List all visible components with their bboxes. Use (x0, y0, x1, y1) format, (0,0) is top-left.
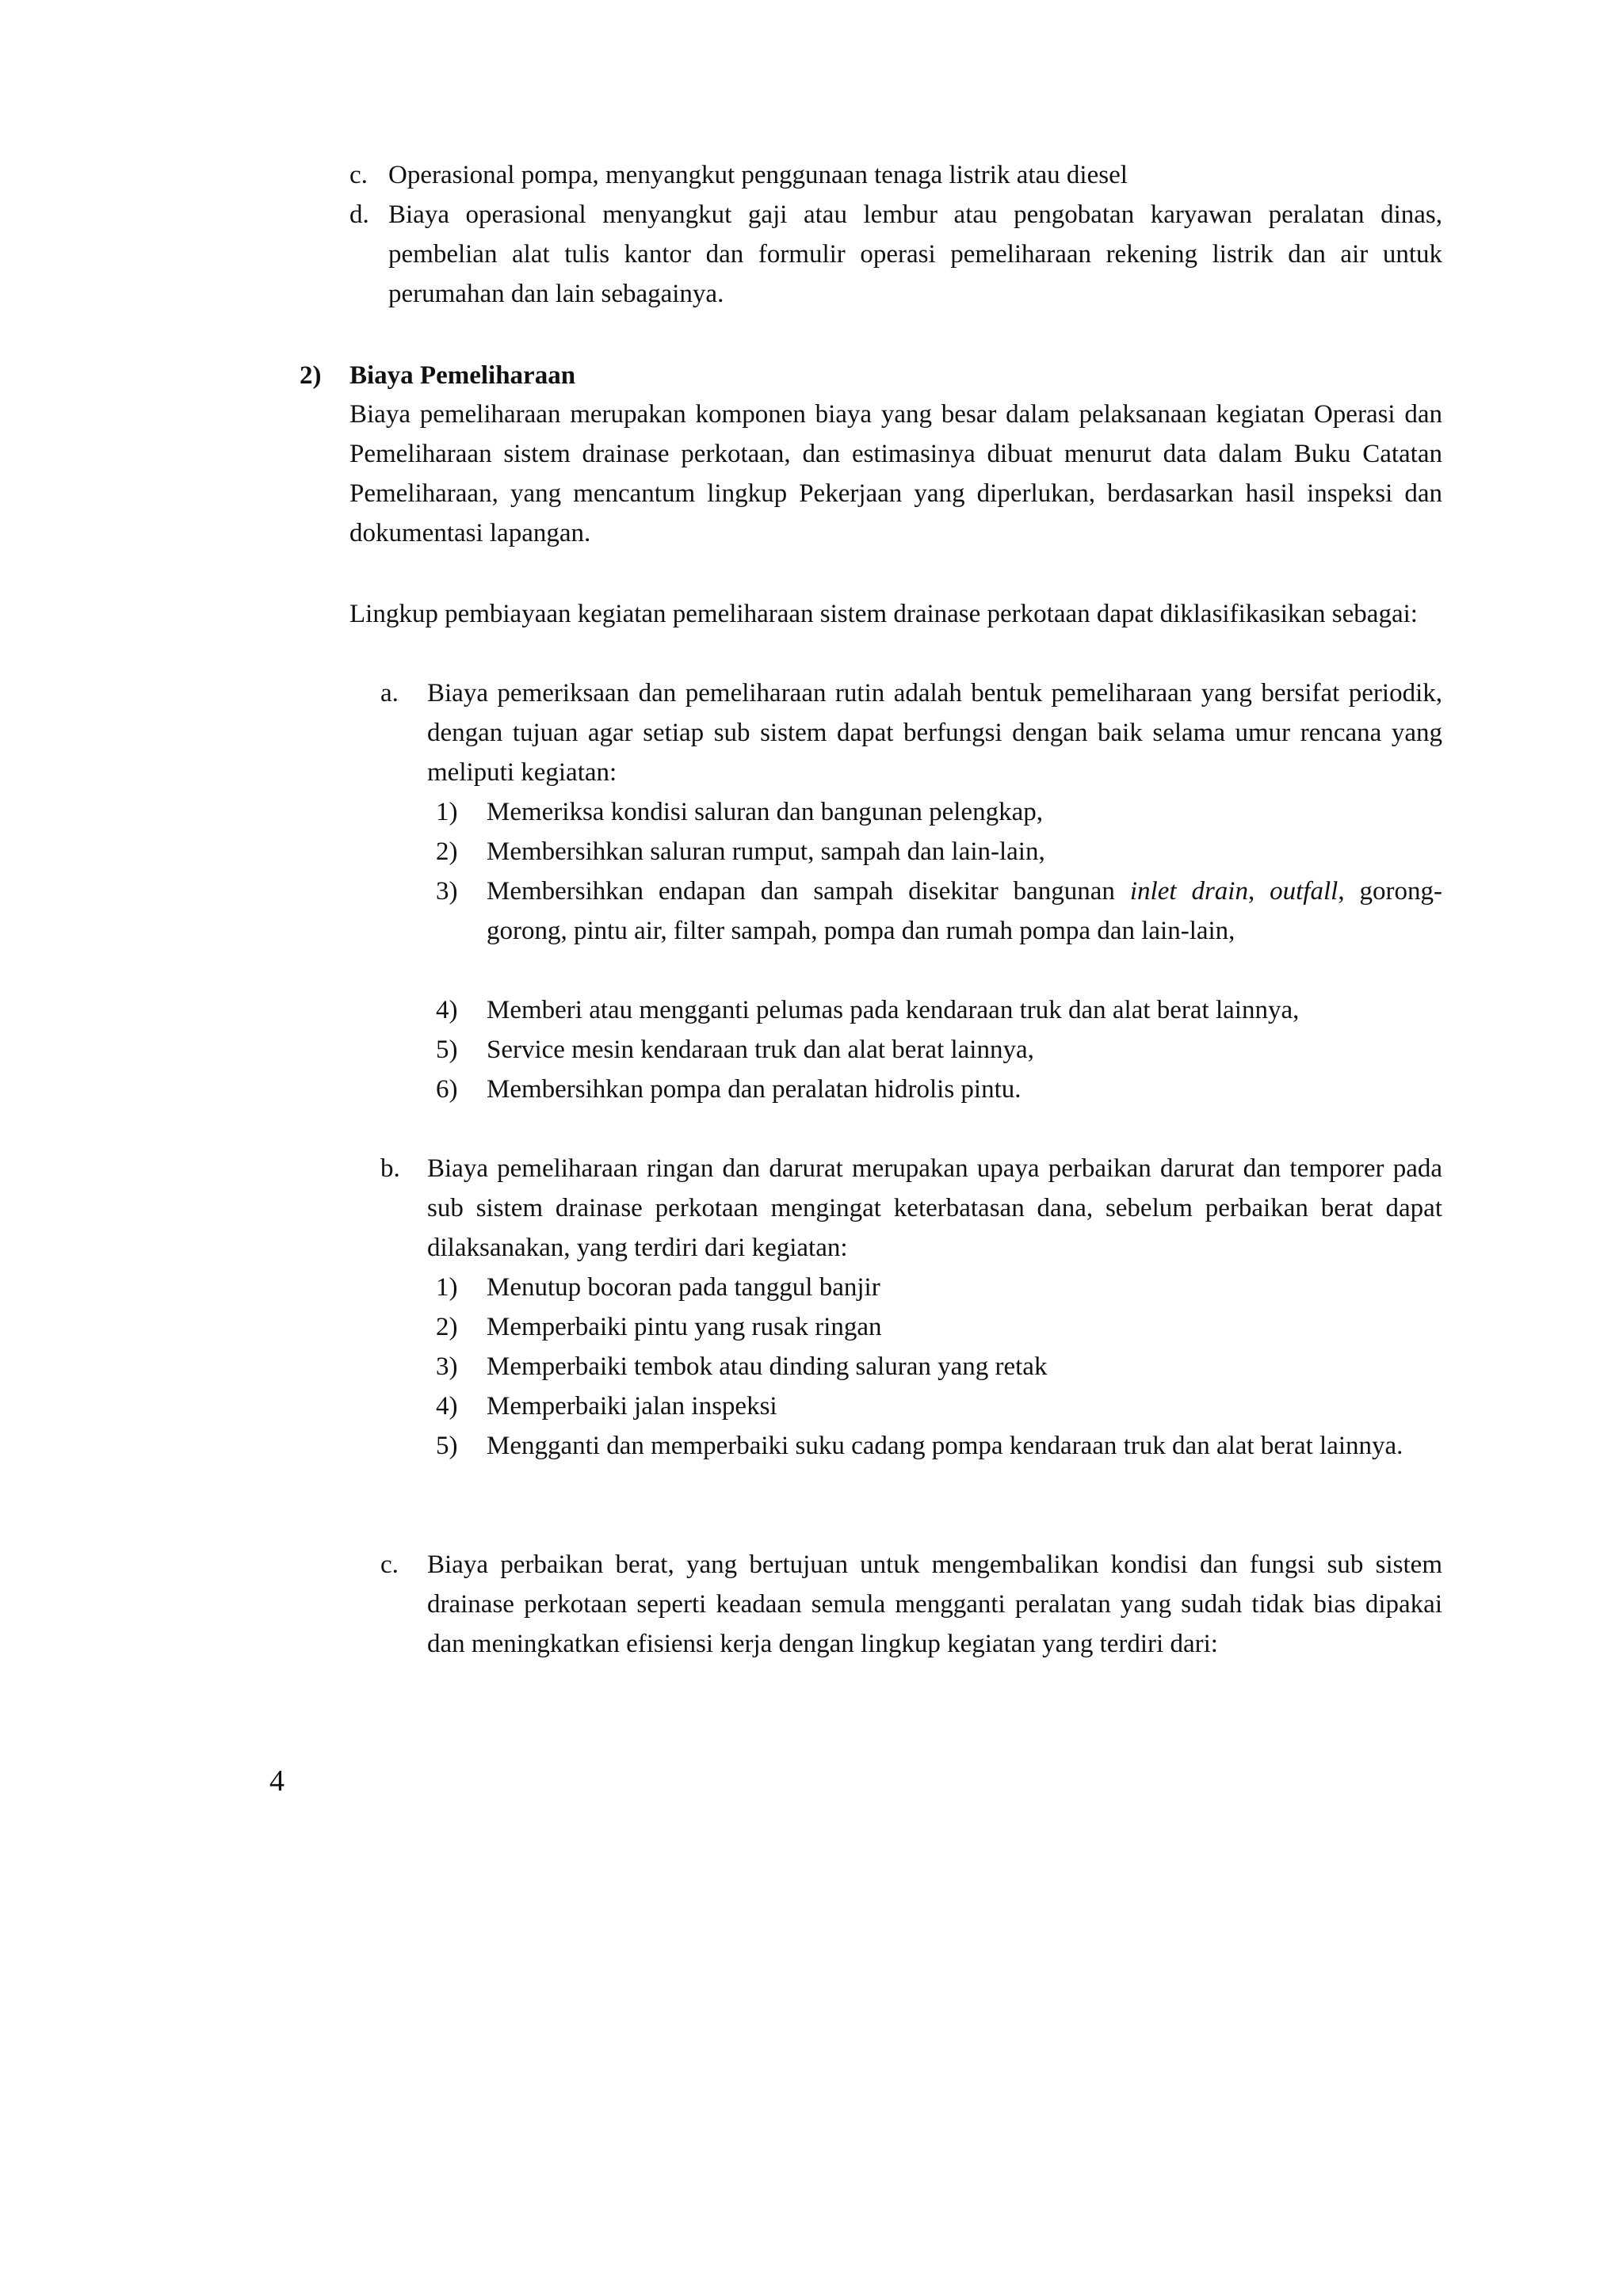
sub-item-number: 3) (436, 1352, 458, 1381)
sub-item-text-italic (487, 871, 1442, 951)
sub-item-number: 1) (436, 1273, 458, 1302)
sub-item-number: 2) (436, 837, 458, 866)
sub-item-text-part: Membersihkan endapan dan sampah disekitar bangunan (487, 877, 1130, 906)
list-label-c2: c. (380, 1550, 399, 1579)
sub-item-number: 4) (436, 1392, 458, 1421)
sub-item-text: Service mesin kendaraan truk dan alat berat lainnya, (487, 1035, 1034, 1064)
italic-term-outfall: outfall (1270, 877, 1338, 906)
sub-item-number: 5) (436, 1432, 458, 1460)
sub-item-text: Membersihkan pompa dan peralatan hidrolis pintu. (487, 1075, 1022, 1104)
sub-item-text: Mengganti dan memperbaiki suku cadang pompa kendaraan truk dan alat berat lainnya. (487, 1432, 1403, 1460)
sub-item-text: Memperbaiki pintu yang rusak ringan (487, 1313, 882, 1341)
section-number: 2) (300, 361, 322, 390)
sub-item-number: 5) (436, 1035, 458, 1064)
sub-item-text: Membersihkan saluran rumput, sampah dan lain-lain, (487, 837, 1045, 866)
sub-item-number: 3) (436, 877, 458, 906)
page-number: 4 (269, 1764, 285, 1798)
sub-item-text: Menutup bocoran pada tanggul banjir (487, 1273, 880, 1302)
list-item-c: Operasional pompa, menyangkut penggunaan tenaga listrik atau diesel (388, 161, 1128, 189)
sub-item-text: Memperbaiki tembok atau dinding saluran yang retak (487, 1352, 1048, 1381)
sub-item-number: 1) (436, 798, 458, 826)
sub-item-text: Memeriksa kondisi saluran dan bangunan pelengkap, (487, 798, 1043, 826)
section-paragraph-1: Biaya pemeliharaan merupakan komponen biaya yang besar dalam pelaksanaan kegiatan Operasi dan Pemeliharaan sistem drainase perkotaan, dan estimasinya dibuat menurut data dalam Buku Catatan Pemeliharaan, yang mencantum lingkup Pekerjaan yang diperlukan, berdasarkan hasil inspeksi dan dokumentasi lapangan. (349, 400, 1442, 547)
section-paragraph-2: Lingkup pembiayaan kegiatan pemeliharaan sistem drainase perkotaan dapat diklasifikasikan sebagai: (349, 600, 1418, 628)
sub-item-text: Memberi atau mengganti pelumas pada kendaraan truk dan alat berat lainnya, (487, 996, 1300, 1024)
sub-item-number: 6) (436, 1075, 458, 1104)
list-item-a: Biaya pemeriksaan dan pemeliharaan rutin adalah bentuk pemeliharaan yang bersifat periodik, dengan tujuan agar setiap sub sistem dapat berfungsi dengan baik selama umur rencana yang meliputi kegiatan: (427, 679, 1442, 787)
list-label-c: c. (349, 161, 368, 189)
list-label-b: b. (380, 1154, 400, 1183)
sub-item-number: 4) (436, 996, 458, 1024)
list-item-b: Biaya pemeliharaan ringan dan darurat merupakan upaya perbaikan darurat dan temporer pada sub sistem drainase perkotaan mengingat keterbatasan dana, sebelum perbaikan berat dapat dilaksanakan, yang terdiri dari kegiatan: (427, 1154, 1442, 1262)
sub-item-text-part: , (1247, 877, 1270, 906)
list-item-c2: Biaya perbaikan berat, yang bertujuan untuk mengembalikan kondisi dan fungsi sub sistem drainase perkotaan seperti keadaan semula mengganti peralatan yang sudah tidak bias dipakai dan meningkatkan efisiensi kerja dengan lingkup kegiatan yang terdiri dari: (427, 1550, 1442, 1658)
list-label-d: d. (349, 200, 369, 229)
sub-item-text-part: , gorong-gorong, pintu air, filter sampah, pompa dan rumah pompa dan lain-lain, (487, 877, 1442, 945)
italic-term-inlet-drain: inlet drain (1129, 877, 1248, 906)
sub-item-text: Memperbaiki jalan inspeksi (487, 1392, 777, 1421)
list-item-d: Biaya operasional menyangkut gaji atau lembur atau pengobatan karyawan peralatan dinas, pembelian alat tulis kantor dan formulir operasi pemeliharaan rekening listrik dan air untuk perumahan dan lain sebagainya. (388, 200, 1442, 308)
section-heading: Biaya Pemeliharaan (349, 361, 576, 390)
sub-item-number: 2) (436, 1313, 458, 1341)
list-label-a: a. (380, 679, 399, 707)
